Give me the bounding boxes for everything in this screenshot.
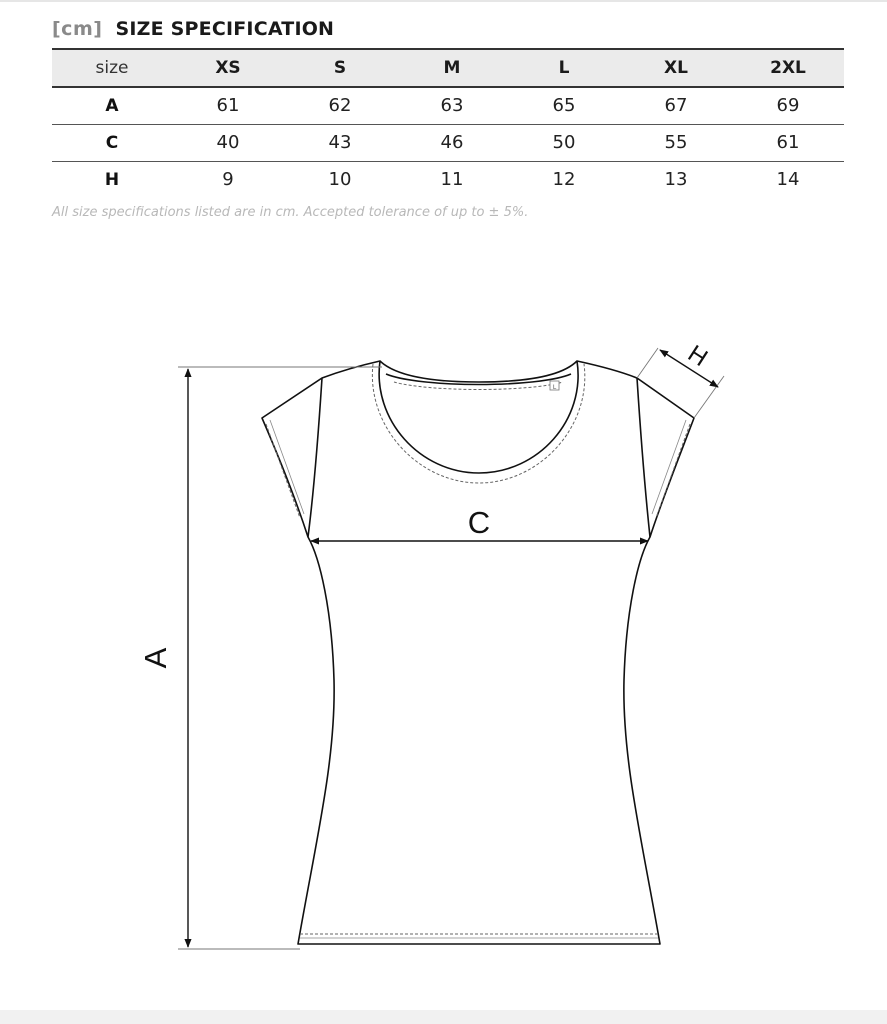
table-cell: 46: [396, 124, 508, 161]
column-header-l: L: [508, 49, 620, 87]
table-cell: 43: [284, 124, 396, 161]
column-header-xl: XL: [620, 49, 732, 87]
table-cell: 61: [172, 87, 284, 124]
label-c: C: [467, 505, 491, 540]
table-cell: 61: [732, 124, 844, 161]
table-cell: 65: [508, 87, 620, 124]
table-cell: 40: [172, 124, 284, 161]
section-title: SIZE SPECIFICATION: [115, 18, 335, 40]
table-cell: 14: [776, 169, 800, 191]
stitching-lines: [266, 364, 690, 934]
column-header-m: M: [396, 49, 508, 87]
measurement-c: [311, 505, 648, 541]
column-header-2xl: 2XL: [732, 49, 844, 87]
table-cell: 63: [396, 87, 508, 124]
table-cell: 55: [620, 124, 732, 161]
row-label: H: [104, 169, 120, 190]
table-cell: 10: [328, 169, 352, 191]
table-cell: 67: [620, 87, 732, 124]
unit-label: [cm]: [52, 18, 103, 40]
column-header-size: size: [52, 49, 172, 87]
table-cell: 62: [284, 87, 396, 124]
table-cell: 12: [552, 169, 576, 191]
table-cell: 9: [222, 169, 234, 191]
table-cell: 13: [664, 169, 688, 191]
bottom-band: [0, 1010, 887, 1024]
column-header-xs: XS: [172, 49, 284, 87]
measurement-a: [138, 367, 382, 949]
measurement-h: [637, 340, 724, 418]
label-h: H: [683, 339, 713, 373]
label-a: A: [138, 647, 174, 669]
column-header-s: S: [284, 49, 396, 87]
table-cell: 69: [732, 87, 844, 124]
tshirt-outline: [262, 361, 694, 944]
table-cell: 50: [508, 124, 620, 161]
table-cell: 11: [440, 169, 464, 191]
row-label: A: [52, 87, 172, 124]
row-label: C: [52, 124, 172, 161]
size-tag-label: L: [552, 384, 557, 391]
tolerance-note: All size specifications listed are in cm. Accepted tolerance of up to ± 5%.: [52, 205, 529, 220]
